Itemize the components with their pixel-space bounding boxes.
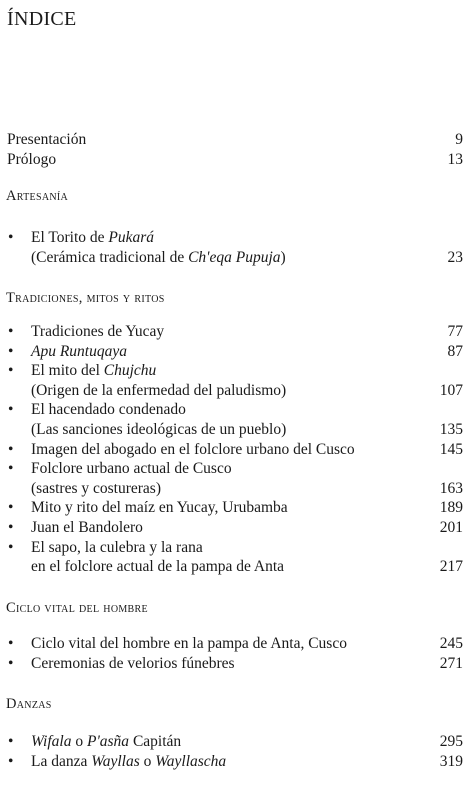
entry-title-part: Imagen del abogado en el folclore urbano del Cusco	[31, 440, 355, 458]
entry-title-part: Capitán	[129, 733, 182, 750]
entry-title-italic: Chujchu	[103, 362, 157, 380]
toc-line	[0, 518, 472, 538]
page-number: 9	[455, 131, 463, 148]
page-number: 319	[439, 752, 463, 770]
entry-title-part: El hacendado condenado	[31, 401, 186, 419]
entry-title-part: Juan el Bandolero	[31, 519, 143, 536]
toc-line	[0, 538, 472, 558]
entry-title	[31, 361, 156, 381]
entry-title-part: Ceremonias de velorios fúnebres	[31, 654, 235, 672]
bullet-icon: •	[8, 342, 14, 360]
toc-line	[0, 440, 472, 460]
entry-title-part: (sastres y costureras)	[31, 479, 161, 497]
entry-title-part: La danza	[31, 752, 92, 770]
toc-line	[0, 634, 472, 654]
entry-title-part: o	[139, 752, 156, 770]
entry-title-italic: Wifala	[31, 733, 72, 750]
entry-title-italic: Wayllascha	[155, 752, 227, 770]
entry-title: Presentación	[7, 131, 87, 148]
entry-title-italic: Pukará	[108, 229, 155, 246]
toc-line	[0, 228, 472, 248]
bullet-icon: •	[8, 635, 14, 652]
entry-title-part: Ciclo vital del hombre en la pampa de Anta, Cusco	[31, 635, 347, 652]
entry-title-part: o	[71, 733, 87, 750]
entry-title	[31, 732, 181, 752]
bullet-icon: •	[8, 401, 14, 419]
bullet-icon: •	[8, 440, 14, 458]
entry-title	[31, 228, 154, 248]
entry-title	[31, 400, 186, 420]
entry-title-part: Folclore urbano actual de Cusco	[31, 460, 232, 478]
entry-title	[31, 479, 161, 499]
entry-title	[31, 557, 284, 577]
toc-line	[0, 654, 472, 674]
entry-title-part: El sapo, la culebra y la rana	[31, 538, 203, 556]
page-number: 77	[447, 323, 463, 340]
bullet-icon: •	[8, 323, 14, 340]
page-number: 189	[439, 499, 463, 517]
toc-line	[0, 479, 472, 499]
entry-title	[31, 518, 143, 538]
page-number: 87	[447, 342, 463, 360]
entry-title-part: El mito del	[31, 362, 104, 380]
toc-line	[0, 732, 472, 752]
toc-line	[0, 381, 472, 401]
entry-title	[31, 342, 127, 362]
entry-title	[31, 420, 286, 440]
bullet-icon: •	[8, 752, 14, 770]
section-heading: Artesanía	[6, 188, 69, 204]
page-number: 163	[439, 479, 463, 497]
entry-title-italic: Ch'eqa Pupuja	[188, 248, 281, 266]
entry-title	[31, 654, 235, 674]
entry-title	[31, 322, 164, 342]
entry-title	[31, 634, 347, 654]
page-number: 295	[439, 733, 463, 750]
bullet-icon: •	[8, 538, 14, 556]
toc-line	[0, 459, 472, 479]
page-title: ÍNDICE	[7, 8, 77, 30]
toc-line	[0, 248, 472, 268]
toc-line	[0, 342, 472, 362]
bullet-icon: •	[8, 362, 14, 380]
toc-line	[0, 400, 472, 420]
section-heading: Danzas	[6, 696, 52, 712]
page-number: 13	[447, 151, 463, 168]
bullet-icon: •	[8, 460, 14, 478]
page-number: 217	[439, 558, 463, 576]
entry-title	[31, 459, 232, 479]
entry-title-part: (Cerámica tradicional de	[31, 248, 189, 266]
entry-title-part: El Torito de	[31, 229, 109, 246]
entry-title	[31, 440, 355, 460]
entry-title-part: (Origen de la enfermedad del paludismo)	[31, 381, 287, 399]
entry-title	[31, 538, 203, 558]
entry-title: Prólogo	[7, 151, 57, 168]
entry-title-part: Mito y rito del maíz en Yucay, Urubamba	[31, 499, 288, 517]
entry-title-part: en el folclore actual de la pampa de Anta	[31, 558, 285, 576]
bullet-icon: •	[8, 654, 14, 672]
page-number: 245	[439, 635, 463, 652]
entry-title	[31, 498, 288, 518]
bullet-icon: •	[8, 519, 14, 536]
entry-title	[31, 381, 286, 401]
page-number: 23	[447, 248, 463, 266]
entry-title-italic: Apu Runtuqaya	[31, 342, 127, 360]
entry-title-part: )	[280, 248, 286, 266]
entry-title	[31, 248, 286, 268]
toc-line-front	[0, 130, 472, 150]
page-number: 135	[439, 421, 463, 438]
entry-title-part: Tradiciones de Yucay	[31, 323, 165, 340]
entry-title-part: (Las sanciones ideológicas de un pueblo)	[31, 421, 287, 438]
page-number: 107	[439, 381, 463, 399]
toc-line	[0, 752, 472, 772]
toc-line-front	[0, 150, 472, 170]
section-heading: Tradiciones, mitos y ritos	[6, 290, 165, 306]
bullet-icon: •	[8, 229, 14, 246]
page-number: 201	[439, 519, 463, 536]
toc-line	[0, 361, 472, 381]
page-number: 271	[439, 654, 463, 672]
bullet-icon: •	[8, 499, 14, 517]
section-heading: Ciclo vital del hombre	[6, 600, 148, 616]
entry-title-italic: Wayllas	[91, 752, 140, 770]
toc-line	[0, 322, 472, 342]
entry-title	[31, 752, 226, 772]
toc-line	[0, 420, 472, 440]
toc-line	[0, 557, 472, 577]
bullet-icon: •	[8, 733, 14, 750]
page-number: 145	[439, 440, 463, 458]
entry-title-italic: P'asña	[86, 733, 130, 750]
toc-line	[0, 498, 472, 518]
